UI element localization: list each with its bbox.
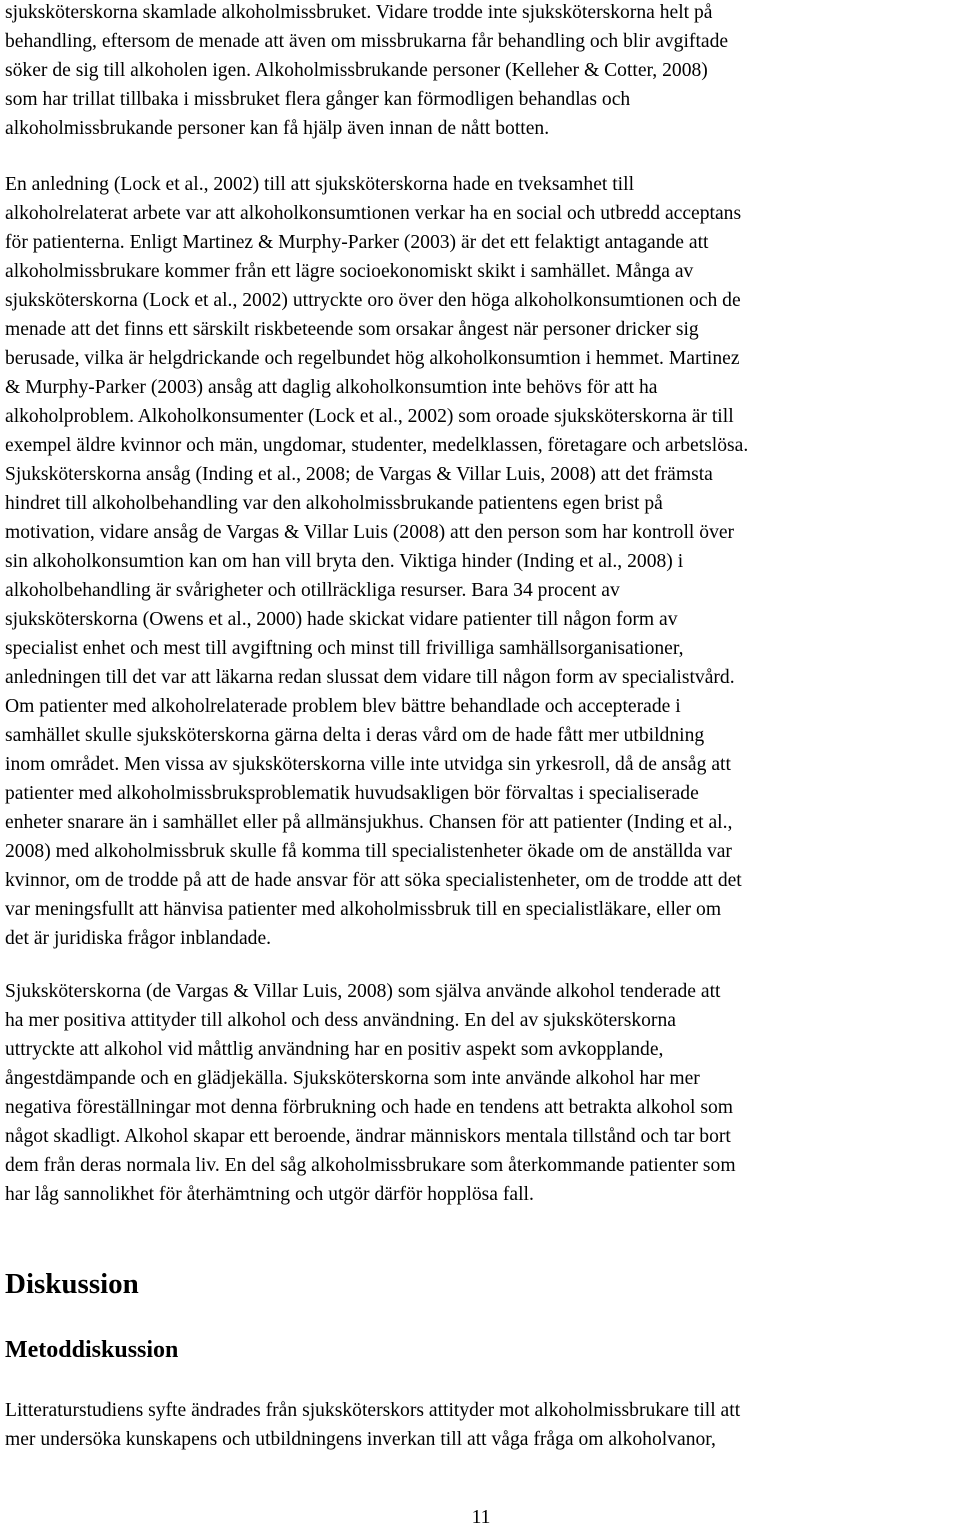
text-line: alkoholmissbrukare kommer från ett lägre socioekonomiskt skikt i samhället. Många av [5, 261, 694, 282]
text-line: mer undersöka kunskapens och utbildningens inverkan till att våga fråga om alkoholvanor, [5, 1429, 716, 1450]
text-line: något skadligt. Alkohol skapar ett beroende, ändrar människors mentala tillstånd och tar bort [5, 1126, 731, 1147]
text-line: Sjuksköterskorna (de Vargas & Villar Luis, 2008) som själva använde alkohol tenderade att [5, 981, 721, 1002]
text-line: uttryckte att alkohol vid måttlig användning har en positiv aspekt som avkopplande, [5, 1039, 664, 1060]
text-line: samhället skulle sjuksköterskorna gärna delta i deras vård om de hade fått mer utbildning [5, 725, 705, 746]
text-line: var meningsfullt att hänvisa patienter med alkoholmissbruk till en specialistläkare, eller om [5, 899, 722, 920]
text-line: menade att det finns ett särskilt riskbeteende som orsakar ångest när personer dricker sig [5, 319, 699, 340]
text-line: anledningen till det var att läkarna redan slussat dem vidare till någon form av specialistvård. [5, 667, 735, 688]
text-line: specialist enhet och mest till avgiftning och minst till frivilliga samhällsorganisationer, [5, 638, 684, 659]
text-line: & Murphy-Parker (2003) ansåg att daglig alkoholkonsumtion inte behövs för att ha [5, 377, 658, 398]
text-line: alkoholproblem. Alkoholkonsumenter (Lock et al., 2002) som oroade sjuksköterskorna är till [5, 406, 734, 427]
text-line: 2008) med alkoholmissbruk skulle få komma till specialistenheter ökade om de anställda var [5, 841, 732, 862]
text-line: söker de sig till alkoholen igen. Alkoholmissbrukande personer (Kelleher & Cotter, 2008) [5, 60, 708, 81]
text-line: negativa föreställningar mot denna förbrukning och hade en tendens att betrakta alkohol som [5, 1097, 734, 1118]
text-line: det är juridiska frågor inblandade. [5, 928, 272, 949]
page-number: 11 [471, 1507, 491, 1528]
text-line: patienter med alkoholmissbruksproblematik huvudsakligen bör förvaltas i specialiserade [5, 783, 699, 804]
text-line: inom området. Men vissa av sjuksköterskorna ville inte utvidga sin yrkesroll, då de ansåg att [5, 754, 731, 775]
text-line: Litteraturstudiens syfte ändrades från sjuksköterskors attityder mot alkoholmissbrukare till att [5, 1400, 741, 1421]
text-line: Sjuksköterskorna ansåg (Inding et al., 2008; de Vargas & Villar Luis, 2008) att det främsta [5, 464, 713, 485]
text-line: behandling, eftersom de menade att även om missbrukarna får behandling och blir avgiftade [5, 31, 729, 52]
text-line: sin alkoholkonsumtion kan om han vill bryta den. Viktiga hinder (Inding et al., 2008) i [5, 551, 684, 572]
text-line: sjuksköterskorna skamlade alkoholmissbruket. Vidare trodde inte sjuksköterskorna helt på [5, 2, 713, 23]
text-line: motivation, vidare ansåg de Vargas & Villar Luis (2008) att den person som har kontroll över [5, 522, 735, 543]
paragraph-4 [5, 1396, 740, 1454]
text-line: sjuksköterskorna (Owens et al., 2000) hade skickat vidare patienter till någon form av [5, 609, 678, 630]
text-line: som har trillat tillbaka i missbruket flera gånger kan förmodligen behandlas och [5, 89, 631, 110]
text-line: berusade, vilka är helgdrickande och regelbundet hög alkoholkonsumtion i hemmet. Martinez [5, 348, 740, 369]
text-line: En anledning (Lock et al., 2002) till att sjuksköterskorna hade en tveksamhet till [5, 174, 635, 195]
paragraph-3 [5, 977, 736, 1209]
text-line: kvinnor, om de trodde på att de hade ansvar för att söka specialistenheter, om de trodde att det [5, 870, 742, 891]
text-line: alkoholrelaterat arbete var att alkoholkonsumtionen verkar ha en social och utbredd acceptans [5, 203, 742, 224]
text-line: har låg sannolikhet för återhämtning och utgör därför hopplösa fall. [5, 1184, 534, 1205]
text-line: hindret till alkoholbehandling var den alkoholmissbrukande patientens egen brist på [5, 493, 663, 514]
text-line: ha mer positiva attityder till alkohol och dess användning. En del av sjuksköterskorna [5, 1010, 676, 1031]
text-line: enheter snarare än i samhället eller på allmänsjukhus. Chansen för att patienter (Inding et al., [5, 812, 733, 833]
text-line: alkoholbehandling är svårigheter och otillräckliga resurser. Bara 34 procent av [5, 580, 620, 601]
text-line: för patienterna. Enligt Martinez & Murphy-Parker (2003) är det ett felaktigt antagande att [5, 232, 709, 253]
text-line: sjuksköterskorna (Lock et al., 2002) uttryckte oro över den höga alkoholkonsumtionen och de [5, 290, 741, 311]
text-line: dem från deras normala liv. En del såg alkoholmissbrukare som återkommande patienter som [5, 1155, 736, 1176]
heading-diskussion: Diskussion [5, 1268, 139, 1300]
text-line: Om patienter med alkoholrelaterade problem blev bättre behandlade och accepterade i [5, 696, 681, 717]
text-line: exempel äldre kvinnor och män, ungdomar, studenter, medelklassen, företagare och arbetslösa. [5, 435, 749, 456]
paragraph-2 [5, 170, 748, 953]
text-line: ångestdämpande och en glädjekälla. Sjuksköterskorna som inte använde alkohol har mer [5, 1068, 700, 1089]
heading-metoddiskussion: Metoddiskussion [5, 1337, 179, 1363]
paragraph-1 [5, 0, 728, 143]
text-line: alkoholmissbrukande personer kan få hjälp även innan de nått botten. [5, 118, 550, 139]
